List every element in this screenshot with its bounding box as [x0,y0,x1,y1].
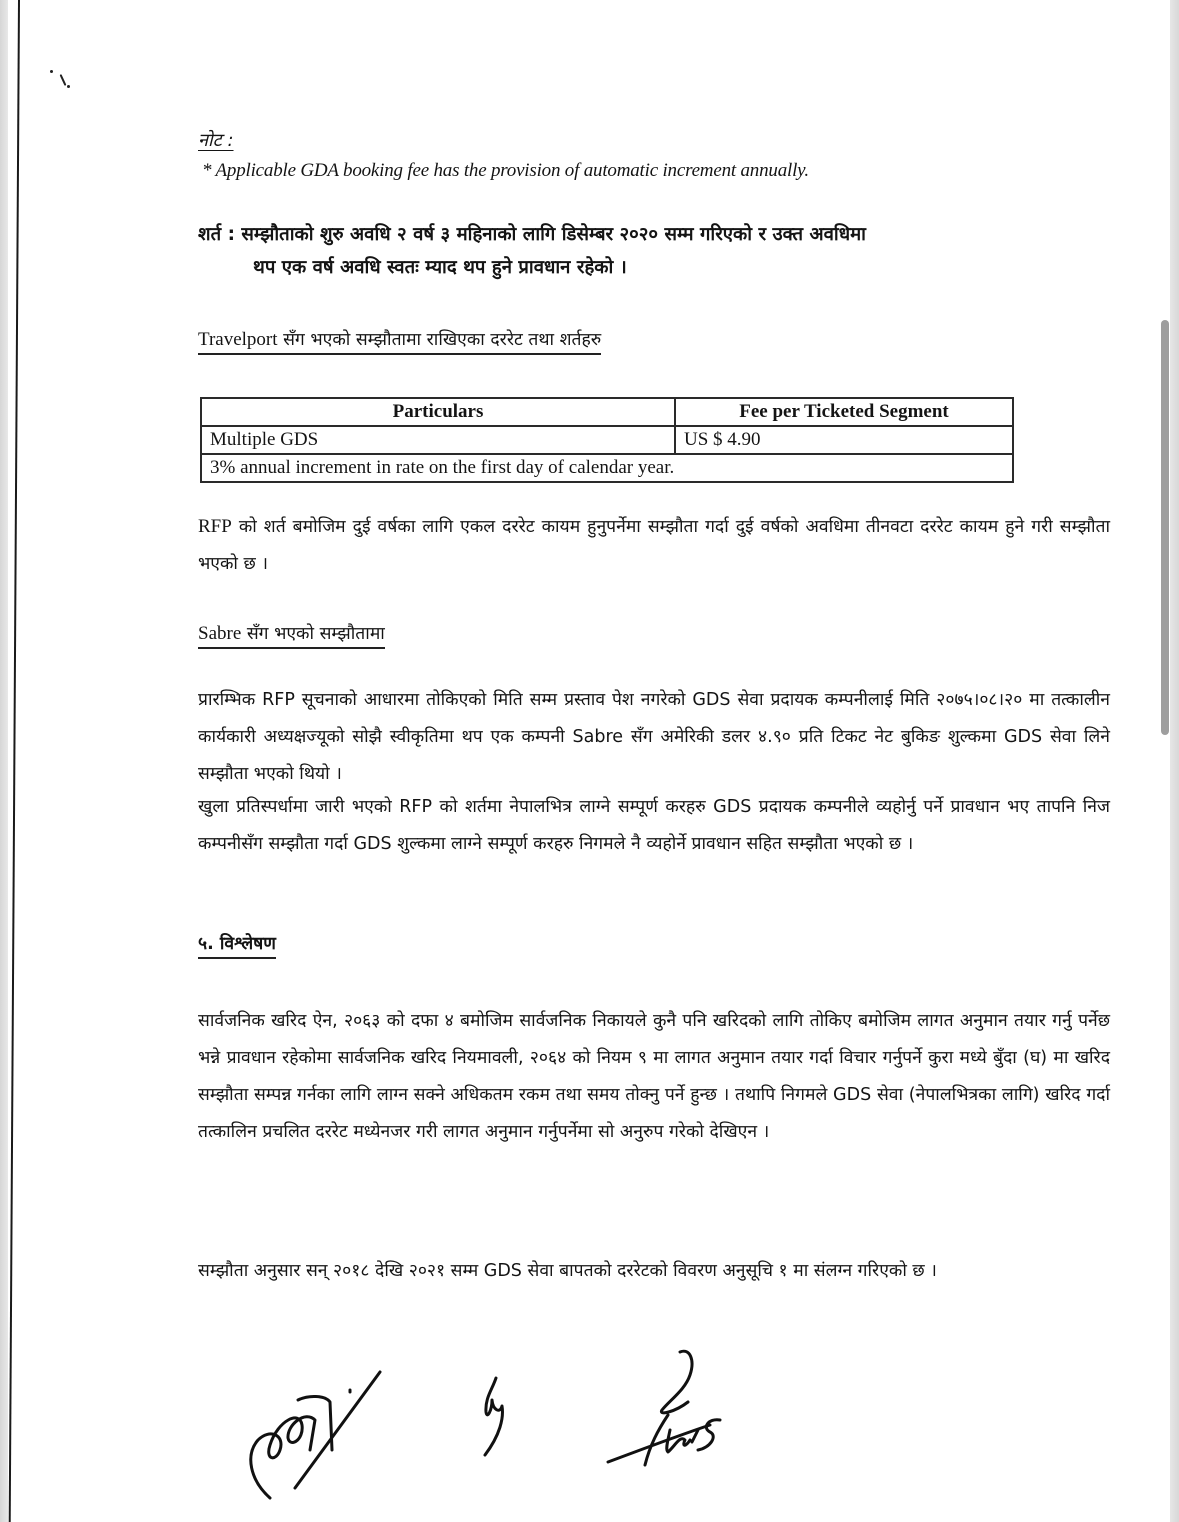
signatures-area [230,1340,790,1500]
table-row [201,426,1013,454]
signature-2 [485,1378,502,1455]
scan-page-edge [9,0,20,1522]
note-label: नोट : [198,130,234,151]
travelport-heading-text: सँग भएको सम्झौतामा राखिएका दररेट तथा शर्तहरु [277,330,602,350]
table-footer-row [201,454,1013,482]
travelport-paragraph [198,508,1110,583]
table-header-row [201,398,1013,426]
signature-1 [251,1372,380,1498]
viewer-left-gutter [0,0,8,1522]
signature-3 [608,1351,720,1465]
table-footer-note: 3% annual increment in rate on the first day of calendar year. [201,454,1013,482]
analysis-paragraph-1: सार्वजनिक खरिद ऐन, २०६३ को दफा ४ बमोजिम सार्वजनिक निकायले कुनै पनि खरिदको लागि तोकिए बमोजिम लागत अनुमान तयार गर्नु पर्नेछ भन्ने प्रावधान रहेकोमा सार्वजनिक खरिद नियमावली, २०६४ को नियम ९ मा लागत अनुमान तयार गर्दा विचार गर्नुपर्ने कुरा मध्ये बुँदा (घ) मा खरिद सम्झौता सम्पन्न गर्नका लागि लाग्न सक्ने अधिकतम रकम तथा समय तोक्नु पर्ने हुन्छ । तथापि निगमले GDS सेवा (नेपालभित्रका लागि) खरिद गर्दा तत्कालिन प्रचलित दररेट मध्येनजर गरी लागत अनुमान गर्नुपर्नेमा सो अनुरुप गरेको देखिएन । [198,1011,1110,1142]
analysis-heading [198,932,276,959]
scan-speck [60,74,67,86]
scrollbar-thumb[interactable] [1161,320,1169,735]
scan-speck [50,70,53,73]
note-text: * Applicable GDA booking fee has the provision of automatic increment annually. [202,160,809,181]
sabre-heading [198,622,385,649]
analysis-paragraph-2: सम्झौता अनुसार सन् २०१८ देखि २०२१ सम्म GDS सेवा बापतको दररेटको विवरण अनुसूचि १ मा संलग्न गरिएको छ । [198,1261,937,1281]
scan-speck [67,85,70,88]
sabre-paragraph-2: खुला प्रतिस्पर्धामा जारी भएको RFP को शर्तमा नेपालभित्र लाग्ने सम्पूर्ण करहरु GDS प्रदायक कम्पनीले व्यहोर्नु पर्ने प्रावधान भए तापनि निज कम्पनीसँग सम्झौता गर्दा GDS शुल्कमा लाग्ने सम्पूर्ण करहरु निगमले नै व्यहोर्ने प्रावधान सहित सम्झौता भएको छ । [198,797,1110,854]
travelport-heading-latin: Travelport [198,329,278,350]
sabre-paragraph-1: प्रारम्भिक RFP सूचनाको आधारमा तोकिएको मिति सम्म प्रस्ताव पेश नगरेको GDS सेवा प्रदायक कम्पनीलाई मिति २०७५।०८।२० मा तत्कालीन कार्यकारी अध्यक्षज्यूको सोझै स्वीकृतिमा थप एक कम्पनी Sabre सँग अमेरिकी डलर ४.९० प्रति टिकट नेट बुकिङ शुल्कमा GDS सेवा लिने सम्झौता भएको थियो । [198,690,1110,784]
table-header-particulars: Particulars [201,398,675,426]
sabre-heading-text: सँग भएको सम्झौतामा [241,624,385,644]
condition-line-2: थप एक वर्ष अवधि स्वतः म्याद थप हुने प्रावधान रहेको । [253,257,627,278]
travelport-paragraph-text: को शर्त बमोजिम दुई वर्षका लागि एकल दररेट कायम हुनुपर्नेमा सम्झौता गर्दा दुई वर्षको अवधिमा तीनवटा दररेट कायम हुने गरी सम्झौता भएको छ । [198,517,1110,574]
table-header-fee: Fee per Ticketed Segment [675,398,1013,426]
sabre-heading-latin: Sabre [198,623,242,644]
table-cell-fee: US $ 4.90 [675,426,1013,454]
condition-paragraph [198,218,1110,284]
analysis-heading-text: ५. विश्लेषण [198,934,276,954]
travelport-heading [198,328,601,355]
rfp-term: RFP [198,516,232,537]
travelport-fee-table [200,397,1014,483]
table-cell-particular: Multiple GDS [201,426,675,454]
condition-label: शर्त : [198,224,235,245]
scrollbar-track[interactable] [1170,0,1179,1522]
condition-line-1: सम्झौताको शुरु अवधि २ वर्ष ३ महिनाको लागि डिसेम्बर २०२० सम्म गरिएको र उक्त अवधिमा [234,224,866,245]
